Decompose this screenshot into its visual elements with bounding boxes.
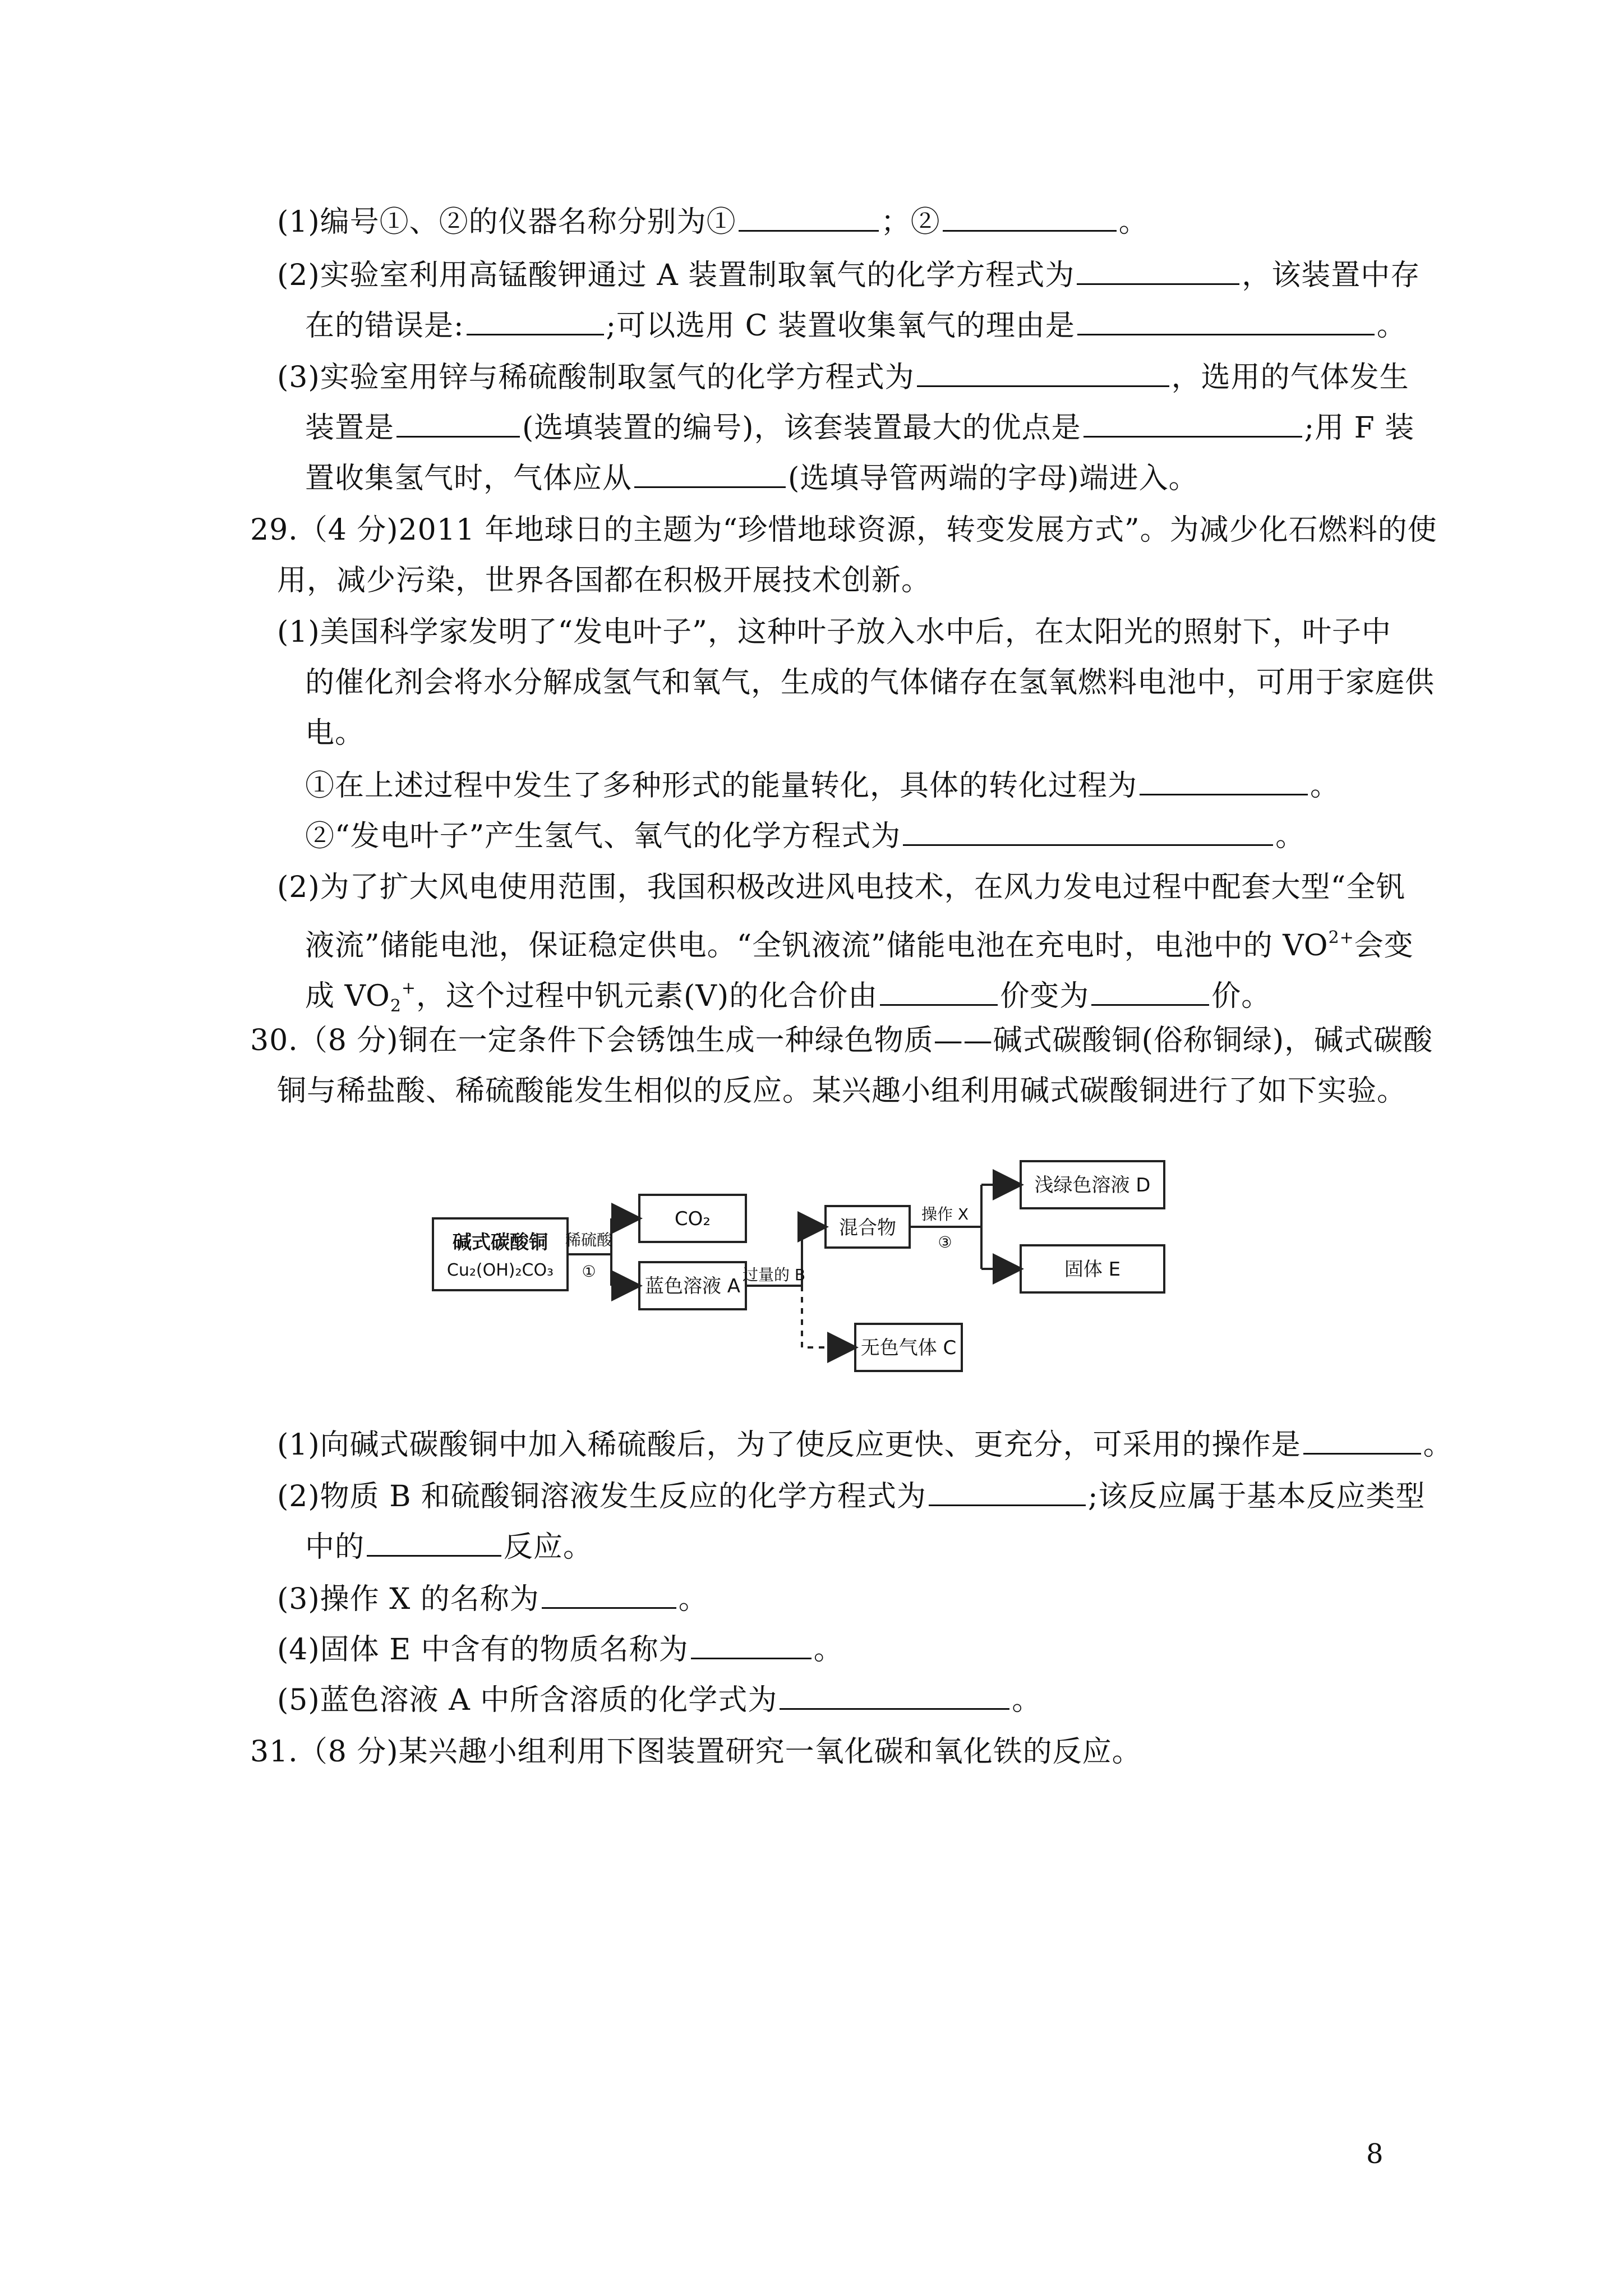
answer-blank[interactable] [542,1579,676,1609]
text: ；② [880,205,940,239]
colorless-gas-label: 无色气体 C [860,1337,957,1359]
answer-blank[interactable] [929,1476,1086,1506]
answer-blank[interactable] [739,202,879,232]
light-green-label: 浅绿色溶液 D [1034,1174,1151,1197]
text: 置收集氢气时，气体应从 [305,462,633,495]
text: ;用 F 装 [1304,411,1415,445]
question-29-part-1 [277,613,1391,652]
answer-blank[interactable] [1077,255,1239,285]
question-28-part-3-cont2 [305,458,1198,498]
text: 反应。 [504,1530,593,1564]
text: 。 [678,1582,708,1616]
text: ，选用的气体发生 [1171,361,1409,394]
start-box-line1: 碱式碳酸铜 [453,1231,548,1254]
text: 。 [1012,1683,1042,1717]
operation-step: ③ [938,1233,952,1251]
text: (3)操作 X 的名称为 [277,1582,540,1616]
text: (5)蓝色溶液 A 中所含溶质的化学式为 [277,1683,778,1717]
text: 。 [1118,205,1149,239]
text: 液流”储能电池，保证稳定供电。“全钒液流”储能电池在充电时，电池中的 VO [305,929,1329,963]
operation-x-label: 操作 X [921,1205,969,1223]
text: 价变为 [1000,979,1090,1013]
text: 。 [1275,820,1306,853]
text: (4)固体 E 中含有的物质名称为 [277,1633,689,1667]
text: 。 [1376,309,1407,343]
text: ①在上述过程中发生了多种形式的能量转化，具体的转化过程为 [305,769,1138,803]
question-29-part-2-cont [305,918,1414,965]
text: ②“发电叶子”产生氢气、氧气的化学方程式为 [305,820,901,853]
text: 29.（4 分)2011 年地球日的主题为“珍惜地球资源，转变发展方式”。为减少化石燃料的使 [250,513,1437,547]
page-number: 8 [1366,2138,1384,2170]
arrow-to-colorless-gas [802,1286,854,1347]
answer-blank[interactable] [917,357,1169,387]
question-30-part-4 [277,1630,843,1669]
answer-blank[interactable] [1083,408,1302,438]
question-30-stem-cont [277,1071,1407,1111]
question-28-part-2-cont [305,306,1407,346]
arrow1-step: ① [582,1262,596,1281]
excess-b-label: 过量的 B [742,1266,806,1284]
answer-blank[interactable] [1077,306,1375,335]
text: (3)实验室用锌与稀硫酸制取氢气的化学方程式为 [277,361,915,394]
answer-blank[interactable] [780,1680,1009,1710]
question-29-part-2-cont2 [305,969,1271,1026]
text: 中的 [305,1530,365,1564]
question-28-part-3 [277,357,1409,397]
text: 铜与稀盐酸、稀硫酸能发生相似的反应。某兴趣小组利用碱式碳酸铜进行了如下实验。 [277,1074,1407,1108]
answer-blank[interactable] [1140,766,1308,795]
split-line [910,1185,981,1269]
answer-blank[interactable] [1091,976,1209,1006]
text: 装置是 [305,411,395,445]
answer-blank[interactable] [467,306,604,335]
text: (2)为了扩大风电使用范围，我国积极改进风电技术，在风力发电过程中配套大型“全钒 [277,871,1406,904]
mixture-label: 混合物 [839,1217,896,1239]
solid-e-label: 固体 E [1064,1258,1121,1281]
question-30-stem [250,1021,1433,1060]
question-31-stem [250,1732,1142,1772]
question-29-part-2 [277,868,1405,907]
co2-label: CO₂ [674,1208,711,1230]
text: (2)物质 B 和硫酸铜溶液发生反应的化学方程式为 [277,1480,926,1513]
superscript: 2+ [1328,928,1354,947]
text: (2)实验室利用高锰酸钾通过 A 装置制取氧气的化学方程式为 [277,259,1075,292]
question-29-part-1-sub-1 [305,766,1340,806]
question-30-part-1 [277,1425,1453,1465]
question-28-part-2 [277,255,1420,295]
question-30-part-2-cont [305,1527,593,1567]
question-28-part-3-cont [305,408,1414,448]
text: 成 VO [305,979,390,1013]
text: (1)向碱式碳酸铜中加入稀硫酸后，为了使反应更快、更充分，可采用的操作是 [277,1428,1301,1462]
question-29-part-1-cont2 [305,714,365,753]
text: 。 [813,1633,843,1667]
text: ，该装置中存 [1242,259,1421,292]
subscript: 2 [390,996,402,1016]
text: ;可以选用 C 装置收集氧气的理由是 [606,309,1075,343]
text: ;该反应属于基本反应类型 [1087,1480,1426,1513]
question-29-stem-cont [277,561,931,600]
start-box-line2: Cu₂(OH)₂CO₃ [446,1260,554,1280]
answer-blank[interactable] [943,202,1117,232]
text: 。 [1423,1428,1453,1462]
text: 价。 [1211,979,1271,1013]
answer-blank[interactable] [903,816,1273,846]
answer-blank[interactable] [367,1527,501,1557]
superscript: + [401,978,417,998]
answer-blank[interactable] [880,976,998,1006]
blue-solution-label: 蓝色溶液 A [644,1275,741,1297]
text: 会变 [1354,929,1414,963]
question-29-part-1-cont [305,663,1435,702]
text: 30.（8 分)铜在一定条件下会锈蚀生成一种绿色物质——碱式碳酸铜(俗称铜绿)，碱式碳酸 [250,1024,1433,1057]
text: (1)编号①、②的仪器名称分别为① [277,205,736,239]
question-28-part-1 [277,202,1149,242]
answer-blank[interactable] [634,458,786,488]
text: (选填导管两端的字母)端进入。 [788,462,1198,495]
question-30-part-3 [277,1579,708,1619]
text: (选填装置的编号)，该套装置最大的优点是 [522,411,1081,445]
text: 。 [1310,769,1340,803]
answer-blank[interactable] [691,1630,811,1659]
text: 电。 [305,716,365,750]
question-30-part-5 [277,1680,1041,1720]
answer-blank[interactable] [1303,1425,1421,1455]
text: 31.（8 分)某兴趣小组利用下图装置研究一氧化碳和氧化铁的反应。 [250,1735,1142,1769]
text: ，这个过程中钒元素(V)的化合价由 [416,979,878,1013]
arrow1-label: 稀硫酸 [565,1231,613,1249]
reaction-flow-diagram [415,1156,1189,1391]
text: (1)美国科学家发明了“发电叶子”，这种叶子放入水中后，在太阳光的照射下，叶子中 [277,615,1391,649]
question-29-part-1-sub-2 [305,816,1305,856]
text: 在的错误是: [305,309,464,343]
text: 的催化剂会将水分解成氢气和氧气，生成的气体储存在氢氧燃料电池中，可用于家庭供 [305,666,1435,700]
answer-blank[interactable] [396,408,520,438]
text: 用，减少污染，世界各国都在积极开展技术创新。 [277,564,932,597]
question-30-part-2 [277,1476,1425,1516]
question-29-stem [250,510,1437,550]
